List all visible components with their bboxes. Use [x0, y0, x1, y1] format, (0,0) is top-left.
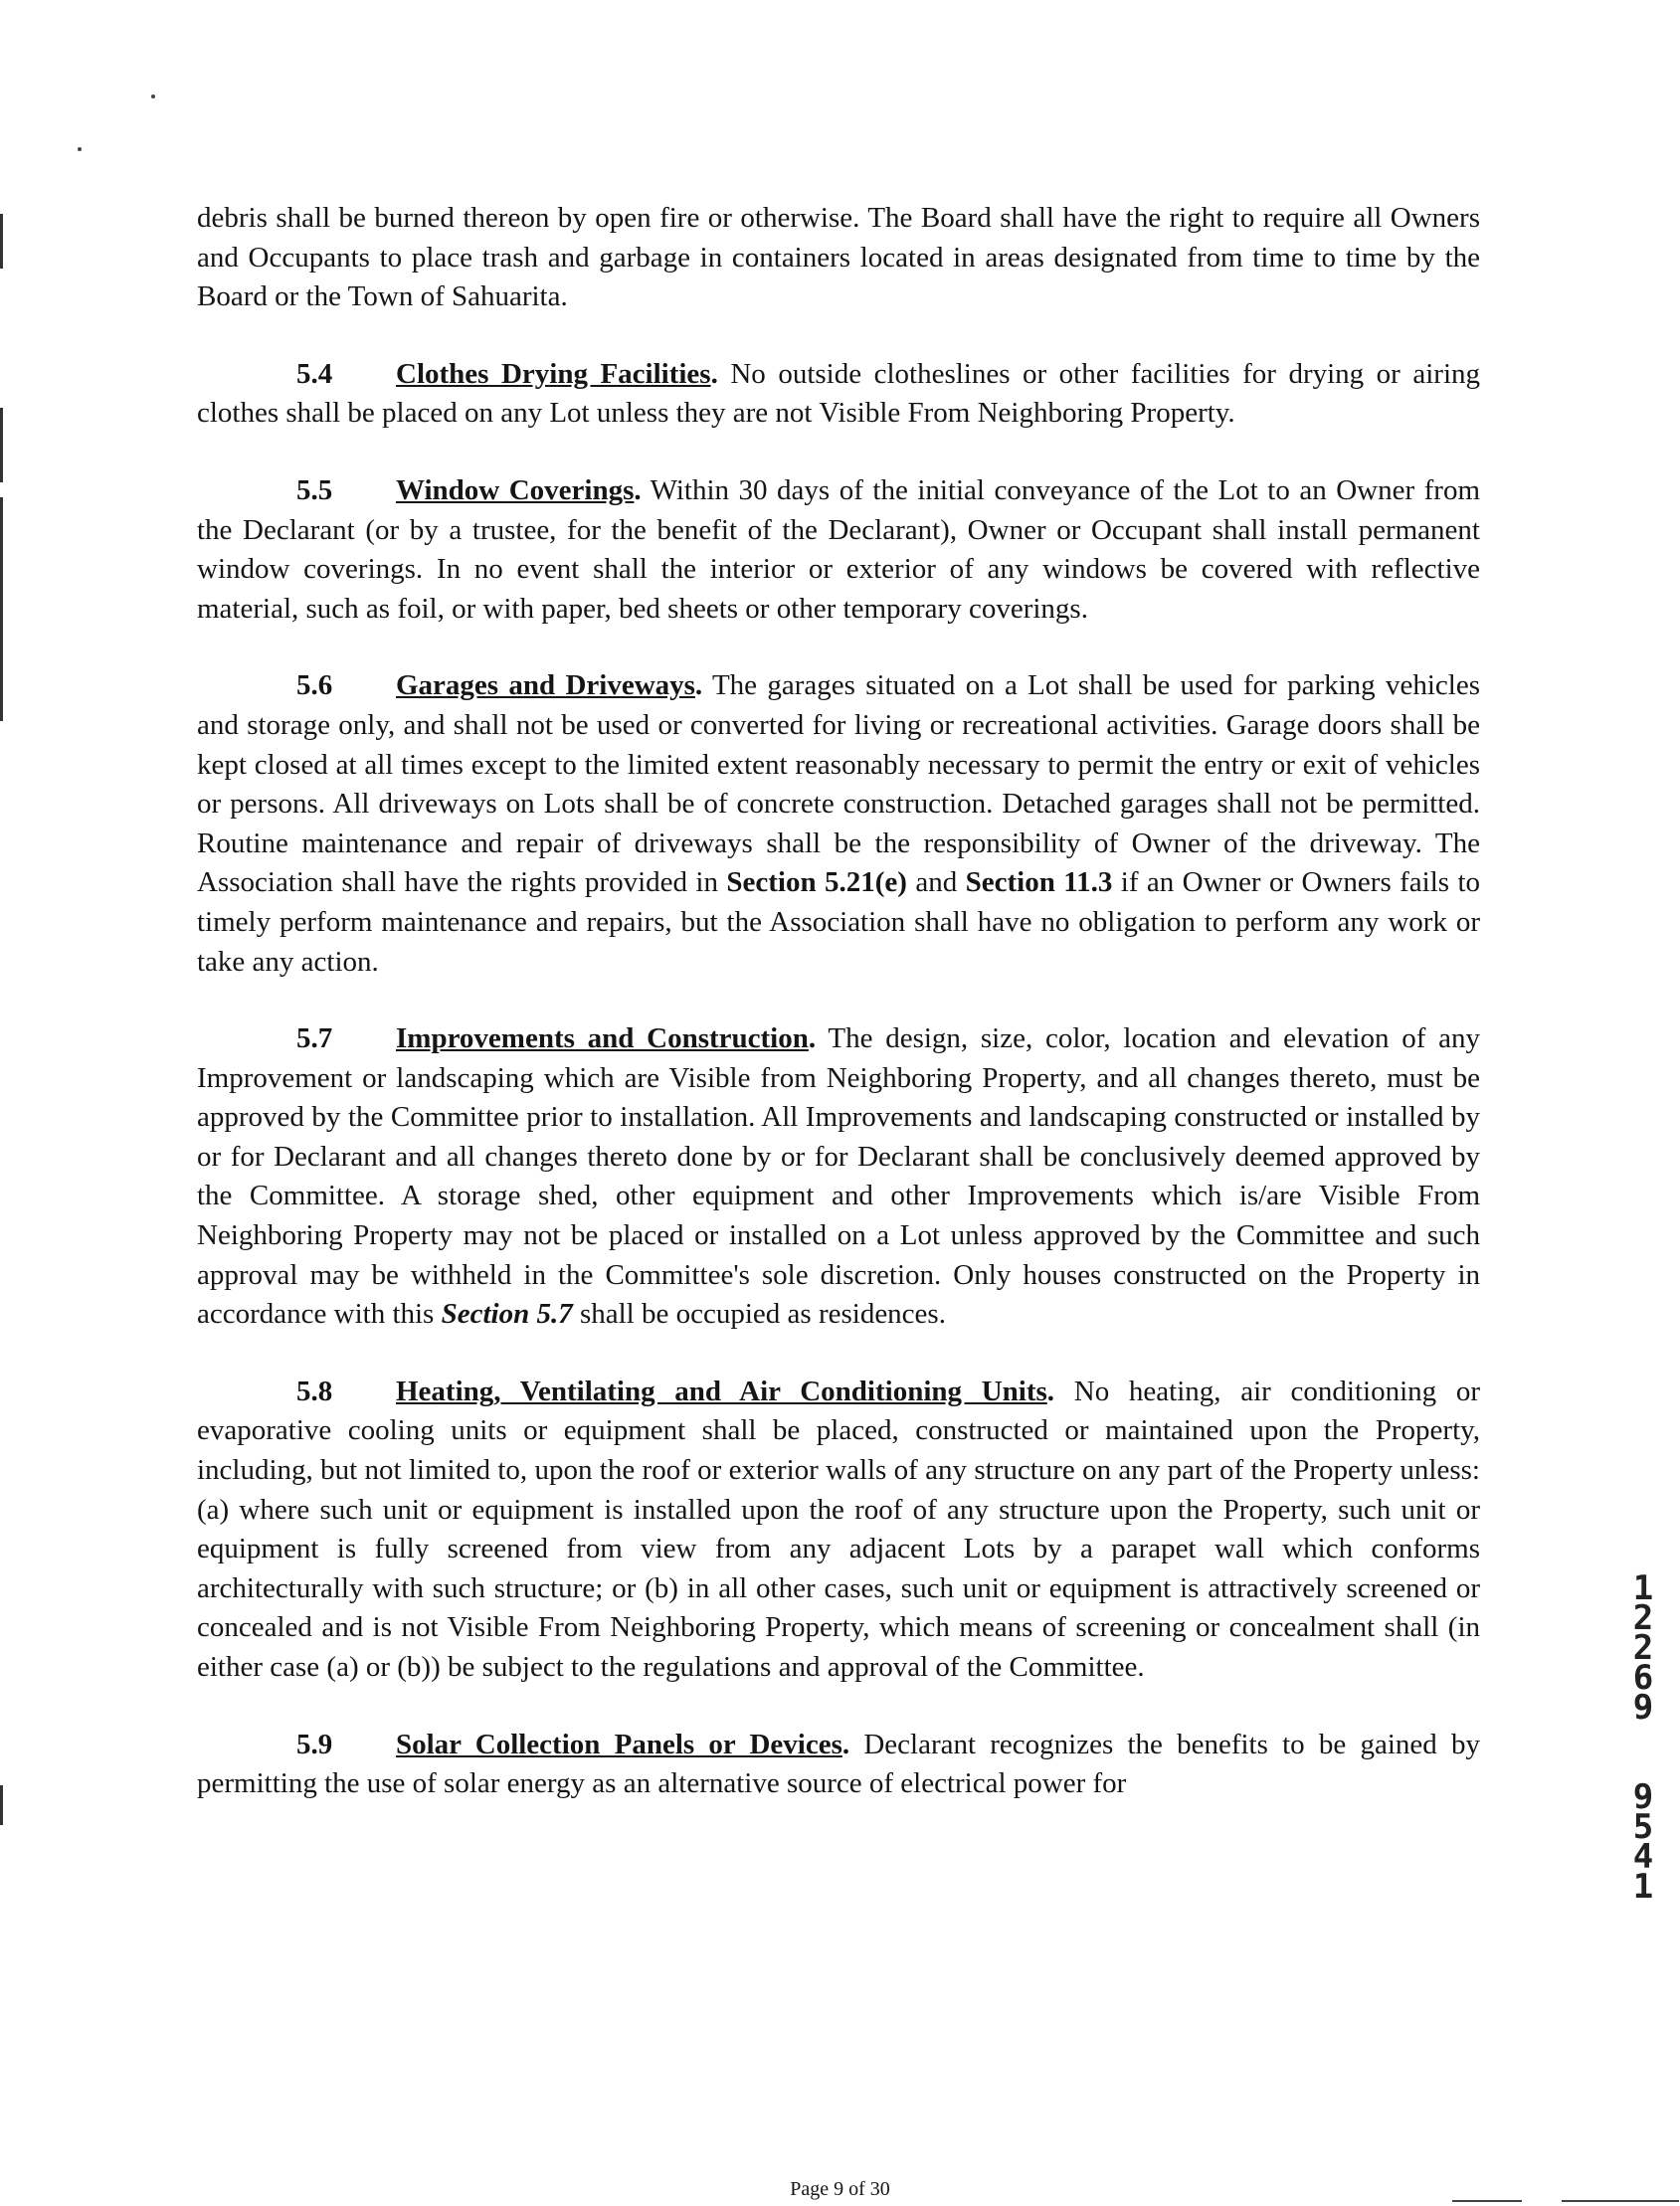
scan-speck	[151, 94, 155, 98]
section-body: No outside clotheslines or other facilities for drying or airing clothes shall be placed on any Lot unless they are not Visible From Neighboring Property.	[197, 357, 1480, 430]
section-number: 5.4	[296, 357, 333, 390]
scan-edge-line	[1452, 2200, 1522, 2202]
page-footer: Page 9 of 30	[790, 2178, 890, 2200]
section-reference: Section 5.21(e)	[726, 866, 907, 899]
section-number: 5.7	[296, 1022, 333, 1055]
section-5-4: 5.4 Clothes Drying Facilities. No outside clotheslines or other facilities for drying or airing clothes shall be placed on any Lot unless they are not Visible From Neighboring Property.	[197, 355, 1480, 434]
stamp-digit: 1	[1632, 1867, 1654, 1907]
stamp-digit: 6	[1632, 1658, 1654, 1698]
section-body: Within 30 days of the initial conveyance of the Lot to an Owner from the Declarant (or by a trustee, for the benefit of the Declarant), Owner or Occupant shall install permanent window coverings. In no event shall the interior or exterior of any windows be covered with reflective material, such as foil, or with paper, bed sheets or other temporary coverings.	[197, 473, 1481, 625]
stamp-gap	[1623, 1723, 1663, 1782]
stamp-digit: 4	[1632, 1837, 1654, 1877]
revision-bar	[0, 408, 3, 482]
section-body: The design, size, color, location and elevation of any Improvement or landscaping which are Visible from Neighboring Property, and all changes thereto, must be approved by the Committee prior to installation. All Improvements and landscaping constructed or installed by or for Declarant and all changes thereto done by or for Declarant shall be conclusively deemed approved by the Committee. A storage shed, other equipment and other Improvements which is/are Visible From Neighboring Property may not be placed or installed on a Lot unless approved by the Committee and such approval may be withheld in the Committee's sole discretion. Only houses constructed on the Property in accordance with this	[197, 1022, 1480, 1331]
stamp-digit: 2	[1632, 1628, 1654, 1668]
section-5-5: 5.5 Window Coverings. Within 30 days of the initial conveyance of the Lot to an Owner from the Declarant (or by a trustee, for the benefit of the Declarant), Owner or Occupant shall install permanent window coverings. In no event shall the interior or exterior of any windows be covered with reflective material, such as foil, or with paper, bed sheets or other temporary coverings.	[197, 471, 1480, 629]
section-body: The garages situated on a Lot shall be used for parking vehicles and storage only, and shall not be used or converted for living or recreational activities. Garage doors shall be kept closed at all times except to the limited extent reasonably necessary to permit the entry or exit of vehicles or persons. All driveways on Lots shall be of concrete construction. Detached garages shall not be permitted. Routine maintenance and repair of driveways shall be the responsibility of Owner of the driveway. The Association shall have the rights provided in	[197, 669, 1480, 899]
section-number: 5.5	[296, 473, 333, 506]
revision-bar	[0, 214, 3, 269]
section-heading: Solar Collection Panels or Devices	[396, 1728, 842, 1760]
section-body: Declarant recognizes the benefits to be gained by permitting the use of solar energy as an alternative source of electrical power for	[197, 1728, 1480, 1800]
scan-edge-line	[1562, 2200, 1679, 2202]
stamp-digit: 9	[1632, 1777, 1654, 1817]
section-5-8: 5.8 Heating, Ventilating and Air Conditioning Units. No heating, air conditioning or evaporative cooling units or equipment shall be placed, constructed or maintained upon the Property, including, but not limited to, upon the roof or exterior walls of any structure on any part of the Property unless: (a) where such unit or equipment is installed upon the roof of any structure upon the Property, such unit or equipment is fully screened from view from any adjacent Lots by a parapet wall which conforms architecturally with such structure; or (b) in all other cases, such unit or equipment is attractively screened or concealed and is not Visible From Neighboring Property, which means of screening or concealment shall (in either case (a) or (b)) be subject to the regulations and approval of the Committee.	[197, 1373, 1480, 1688]
section-reference: Section 11.3	[965, 866, 1113, 899]
document-body	[197, 199, 1480, 1842]
revision-bar	[0, 497, 3, 721]
section-5-7: 5.7 Improvements and Construction. The design, size, color, location and elevation of any Improvement or landscaping which are Visible from Neighboring Property, and all changes thereto, must be approved by the Committee prior to installation. All Improvements and landscaping constructed or installed by or for Declarant and all changes thereto done by or for Declarant shall be conclusively deemed approved by the Committee. A storage shed, other equipment and other Improvements which is/are Visible From Neighboring Property may not be placed or installed on a Lot unless approved by the Committee and such approval may be withheld in the Committee's sole discretion. Only houses constructed on the Property in accordance with this Section 5.7 shall be occupied as residences.	[197, 1019, 1480, 1335]
section-heading: Heating, Ventilating and Air Conditioning Units	[396, 1375, 1047, 1407]
section-reference: Section 5.7	[441, 1298, 573, 1331]
stamp-digit: 9	[1632, 1688, 1654, 1728]
recording-stamp	[1623, 1568, 1663, 1907]
scan-speck	[78, 147, 82, 151]
section-number: 5.9	[296, 1728, 333, 1760]
section-heading: Garages and Driveways	[396, 669, 695, 702]
revision-bar	[0, 1785, 3, 1825]
section-body: No heating, air conditioning or evaporative cooling units or equipment shall be placed, constructed or maintained upon the Property, including, but not limited to, upon the roof or exterior walls of any structure on any part of the Property unless: (a) where such unit or equipment is installed upon the roof of any structure upon the Property, such unit or equipment is fully screened from view from any adjacent Lots by a parapet wall which conforms architecturally with such structure; or (b) in all other cases, such unit or equipment is attractively screened or concealed and is not Visible From Neighboring Property, which means of screening or concealment shall (in either case (a) or (b)) be subject to the regulations and approval of the Committee.	[197, 1375, 1480, 1683]
section-body: and	[915, 866, 958, 899]
section-number: 5.6	[296, 669, 333, 702]
stamp-digit: 5	[1632, 1807, 1654, 1847]
section-body: shall be occupied as residences.	[579, 1298, 946, 1331]
section-5-9: 5.9 Solar Collection Panels or Devices. Declarant recognizes the benefits to be gained by permitting the use of solar energy as an alternative source of electrical power for	[197, 1726, 1480, 1804]
section-5-6: 5.6 Garages and Driveways. The garages situated on a Lot shall be used for parking vehicles and storage only, and shall not be used or converted for living or recreational activities. Garage doors shall be kept closed at all times except to the limited extent reasonably necessary to permit the entry or exit of vehicles or persons. All driveways on Lots shall be of concrete construction. Detached garages shall not be permitted. Routine maintenance and repair of driveways shall be the responsibility of Owner of the driveway. The Association shall have the rights provided in Section 5.21(e) and Section 11.3 if an Owner or Owners fails to timely perform maintenance and repairs, but the Association shall have no obligation to perform any work or take any action.	[197, 666, 1480, 982]
paragraph-continuation: debris shall be burned thereon by open fire or otherwise. The Board shall have the right to require all Owners and Occupants to place trash and garbage in containers located in areas designated from time to time by the Board or the Town of Sahuarita.	[197, 202, 1480, 313]
section-body: if an Owner or Owners fails to timely perform maintenance and repairs, but the Association shall have no obligation to perform any work or take any action.	[197, 866, 1481, 978]
section-heading: Clothes Drying Facilities	[396, 357, 711, 390]
section-number: 5.8	[296, 1375, 333, 1407]
stamp-digit: 2	[1632, 1598, 1654, 1638]
section-heading: Window Coverings	[396, 473, 635, 506]
section-heading: Improvements and Construction	[396, 1022, 809, 1055]
stamp-digit: 1	[1632, 1568, 1654, 1608]
